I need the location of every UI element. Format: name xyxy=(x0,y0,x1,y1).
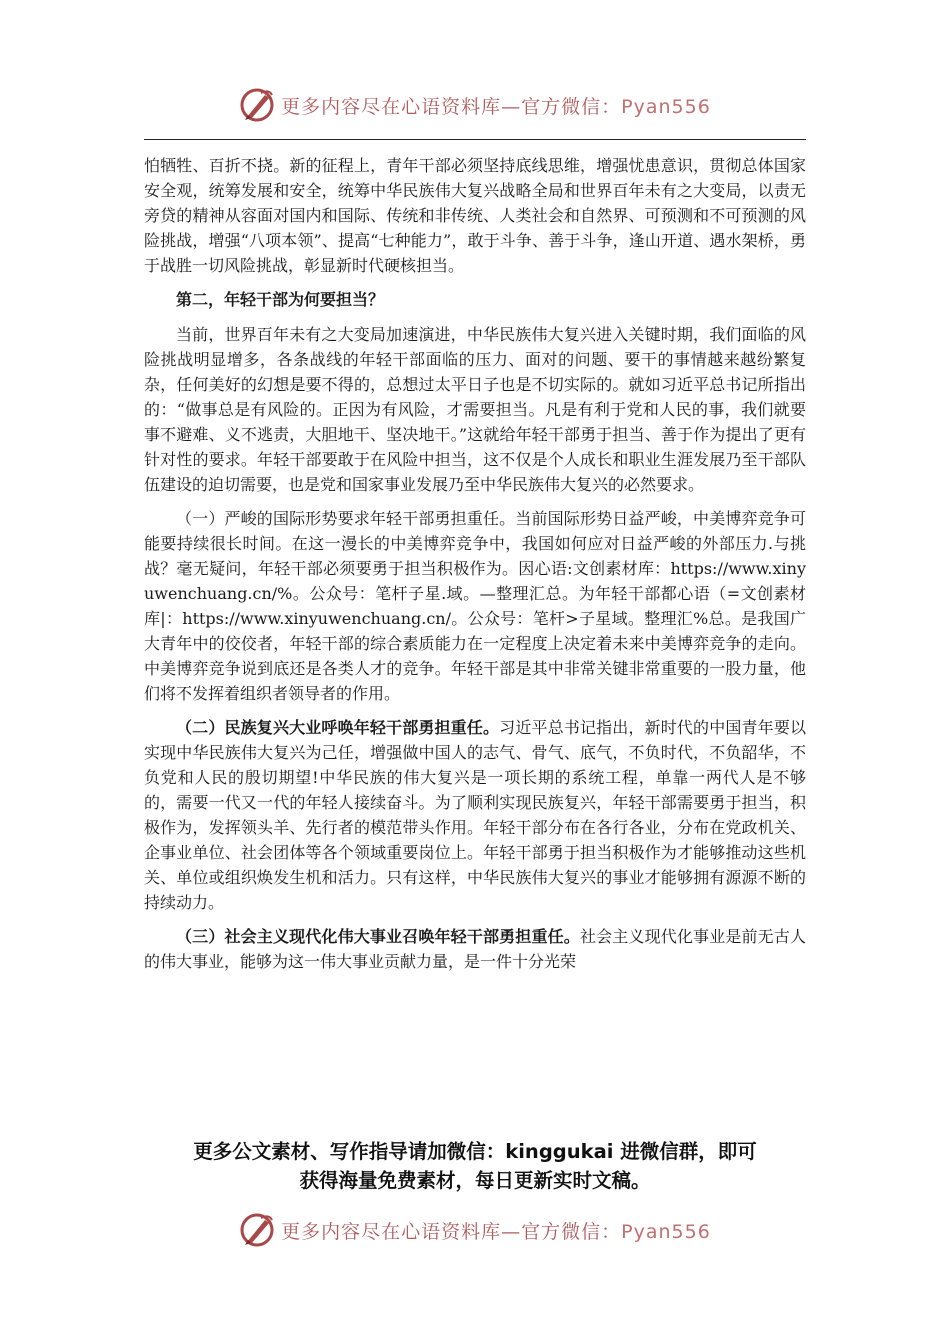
paragraph-point-two xyxy=(144,715,806,915)
pen-logo-icon xyxy=(239,1212,275,1248)
header-banner-text: 更多内容尽在心语资料库—官方微信：Pyan556 xyxy=(281,95,711,118)
document-body xyxy=(144,153,806,983)
point-two-text: 习近平总书记指出，新时代的中国青年要以实现中华民族伟大复兴为己任，增强做中国人的志气、骨气、底气，不负时代，不负韶华，不负党和人民的殷切期望!中华民族的伟大复兴是一项长期的系统工程，单靠一两代人是不够的，需要一代又一代的年轻人接续奋斗。为了顺利实现民族复兴，年轻干部需要勇于担当，积极作为，发挥领头羊、先行者的模范带头作用。年轻干部分布在各行各业，分布在党政机关、企事业单位、社会团体等各个领域重要岗位上。年轻干部勇于担当积极作为才能够推动这些机关、单位或组织焕发生机和活力。只有这样，中华民族伟大复兴的事业才能够拥有源源不断的持续动力。 xyxy=(144,718,806,912)
pen-logo-icon xyxy=(239,87,275,123)
promo-notice xyxy=(140,1137,810,1195)
paragraph-point-one: （一）严峻的国际形势要求年轻干部勇担重任。当前国际形势日益严峻，中美博弈竞争可能要持续很长时间。在这一漫长的中美博弈竞争中，我国如何应对日益严峻的外部压力.与挑战？毫无疑问，年轻干部必须要勇于担当积极作为。因心语:文创素材库：https://www.xinyuwenchuang.cn/%。公众号：笔杆子星.域。—整理汇总。为年轻干部都心语（=文创素材库|：https://www.xinyuwenchuang.cn/。公众号：笔杆>子星域。整理汇%总。是我国广大青年中的佼佼者，年轻干部的综合素质能力在一定程度上决定着未来中美博弈竞争的走向。中美博弈竞争说到底还是各类人才的竞争。年轻干部是其中非常关键非常重要的一股力量，他们将不发挥着组织者领导者的作用。 xyxy=(144,509,806,703)
header-banner xyxy=(0,83,950,127)
promo-line-2: 获得海量免费素材，每日更新实时文稿。 xyxy=(299,1169,651,1192)
paragraph-current-situation: 当前，世界百年未有之大变局加速演进，中华民族伟大复兴进入关键时期，我们面临的风险挑战明显增多，各条战线的年轻干部面临的压力、面对的问题、要干的事情越来越纷繁复杂，任何美好的幻想是要不得的，总想过太平日子也是不切实际的。就如习近平总书记所指出的：“做事总是有风险的。正因为有风险，才需要担当。凡是有利于党和人民的事，我们就要事不避难、义不逃责，大胆地干、坚决地干。”这就给年轻干部勇于担当、善于作为提出了更有针对性的要求。年轻干部要敢于在风险中担当，这不仅是个人成长和职业生涯发展乃至干部队伍建设的迫切需要，也是党和国家事业发展乃至中华民族伟大复兴的必然要求。 xyxy=(144,325,806,494)
point-two-lead: （二）民族复兴大业呼唤年轻干部勇担重任。 xyxy=(176,718,500,737)
header-divider xyxy=(144,139,806,140)
paragraph-continuation: 怕牺牲、百折不挠。新的征程上，青年干部必须坚持底线思维，增强忧患意识，贯彻总体国家安全观，统筹发展和安全，统筹中华民族伟大复兴战略全局和世界百年未有之大变局，以责无旁贷的精神从容面对国内和国际、传统和非传统、人类社会和自然界、可预测和不可预测的风险挑战，增强“八项本领”、提高“七种能力”，敢于斗争、善于斗争，逢山开道、遇水架桥，勇于战胜一切风险挑战，彰显新时代硬核担当。 xyxy=(144,156,806,275)
footer-banner-text: 更多内容尽在心语资料库—官方微信：Pyan556 xyxy=(281,1220,711,1243)
point-three-lead: （三）社会主义现代化伟大事业召唤年轻干部勇担重任。 xyxy=(176,927,580,946)
footer-banner xyxy=(0,1208,950,1252)
promo-line-1: 更多公文素材、写作指导请加微信：kinggukai 进微信群，即可 xyxy=(193,1140,757,1163)
footer-wechat-handle: Pyan556 xyxy=(621,1220,711,1243)
section-heading-2: 第二，年轻干部为何要担当？ xyxy=(176,290,385,309)
header-wechat-handle: Pyan556 xyxy=(621,95,711,118)
paragraph-point-three xyxy=(144,924,806,974)
point-three-text: 社会主义现代化事业是前无古人的伟大事业，能够为这一伟大事业贡献力量，是一件十分光荣 xyxy=(144,927,806,971)
